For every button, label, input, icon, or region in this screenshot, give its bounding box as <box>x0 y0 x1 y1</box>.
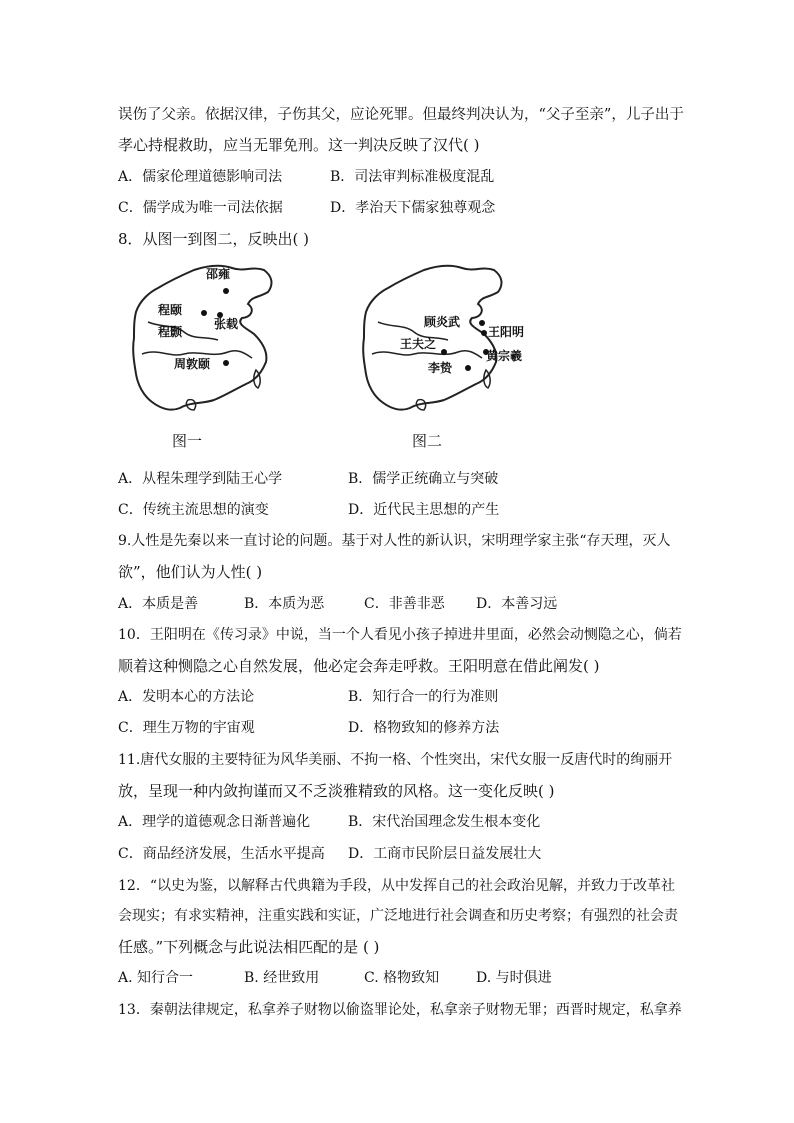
q9-option-a[interactable]: A．本质是善 <box>118 596 199 612</box>
q12-line-1: 12．“以史为鉴，以解释古代典籍为手段，从中发挥自己的社会政治见解，并致力于改革社 <box>118 878 675 894</box>
map-1-label-zhou-dunyi: 周敦颐 <box>174 357 211 371</box>
q9-line-1: 9.人性是先秦以来一直讨论的问题。基于对人性的新认识，宋明理学家主张“存天理，灭人 <box>118 533 671 549</box>
q11-line-2: 放，呈现一种内敛拘谨而又不乏淡雅精致的风格。这一变化反映( ) <box>118 782 555 800</box>
map-2-label-gu-yanwu: 顾炎武 <box>424 315 461 329</box>
q9-option-c[interactable]: C．非善非恶 <box>364 596 445 612</box>
q7-line-1: 误伤了父亲。依据汉律，子伤其父，应论死罪。但最终判决认为，“父子至亲”，儿子出于 <box>118 107 684 123</box>
q7-option-a[interactable]: A．儒家伦理道德影响司法 <box>118 169 283 185</box>
map-2-dot-wang-yangming <box>481 330 487 336</box>
map-2-label-wang-fuzhi: 王夫之 <box>400 337 437 351</box>
q9-option-b[interactable]: B．本质为恶 <box>244 596 325 612</box>
map-2-label-wang-yangming: 王阳明 <box>488 325 525 339</box>
q7-option-c[interactable]: C．儒学成为唯一司法依据 <box>118 200 283 216</box>
map-1-dot-zhou-dunyi <box>223 360 229 366</box>
map-figure-1 <box>128 262 278 417</box>
map-1-dot-cheng-yi <box>201 310 207 316</box>
q9-option-d[interactable]: D．本善习远 <box>476 596 558 612</box>
q12-option-a[interactable]: A. 知行合一 <box>118 970 194 986</box>
q8-option-c[interactable]: C．传统主流思想的演变 <box>118 502 269 518</box>
map-2-dot-gu-yanwu <box>479 320 485 326</box>
q8-stem: 8．从图一到图二，反映出( ) <box>118 230 310 248</box>
q8-option-a[interactable]: A．从程朱理学到陆王心学 <box>118 471 283 487</box>
q12-option-d[interactable]: D. 与时俱进 <box>476 970 552 986</box>
map-2-label-huang-zongxi: 黄宗羲 <box>486 349 523 363</box>
q13-line-1: 13．秦朝法律规定，私拿养子财物以偷盗罪论处，私拿亲子财物无罪；西晋时规定，私拿养 <box>118 1002 682 1018</box>
map-1-label-cheng-yi: 程颐 <box>158 303 183 317</box>
q9-line-2: 欲”，他们认为人性( ) <box>118 563 263 581</box>
q10-line-1: 10．王阳明在《传习录》中说，当一个人看见小孩子掉进井里面，必然会动恻隐之心，倘若 <box>118 627 682 643</box>
q10-option-c[interactable]: C．理生万物的宇宙观 <box>118 720 255 736</box>
map-figure-2 <box>358 262 548 417</box>
map-1-label-zhang-zai: 张载 <box>214 317 239 331</box>
map-2-dot-li-zhi <box>465 365 471 371</box>
q11-option-d[interactable]: D．工商市民阶层日益发展壮大 <box>348 846 542 862</box>
map-2-caption: 图二 <box>412 432 443 450</box>
q12-option-c[interactable]: C. 格物致知 <box>364 970 440 986</box>
map-2-label-li-zhi: 李贽 <box>428 361 453 375</box>
q11-option-a[interactable]: A．理学的道德观念日渐普遍化 <box>118 814 311 830</box>
map-2-dot-wang-fuzhi <box>441 349 447 355</box>
map-1-label-cheng-hao: 程颢 <box>158 325 183 339</box>
map-2-river-south <box>372 351 482 358</box>
map-1-dot-shao-yong <box>223 288 229 294</box>
map-1-caption: 图一 <box>172 432 203 450</box>
q10-option-a[interactable]: A．发明本心的方法论 <box>118 689 255 705</box>
q11-option-c[interactable]: C．商品经济发展，生活水平提高 <box>118 846 325 862</box>
q8-option-b[interactable]: B．儒学正统确立与突破 <box>348 471 499 487</box>
q12-option-b[interactable]: B. 经世致用 <box>244 970 320 986</box>
q8-option-d[interactable]: D．近代民主思想的产生 <box>348 502 500 518</box>
q7-option-b[interactable]: B．司法审判标准极度混乱 <box>330 169 495 185</box>
q10-option-d[interactable]: D．格物致知的修养方法 <box>348 720 500 736</box>
q7-option-d[interactable]: D．孝治天下儒家独尊观念 <box>330 200 496 216</box>
q11-line-1: 11.唐代女服的主要特征为风华美丽、不拘一格、个性突出，宋代女服一反唐代时的绚丽开 <box>118 752 673 768</box>
map-1-label-shao-yong: 邵雍 <box>206 267 231 281</box>
q12-line-3: 任感。”下列概念与此说法相匹配的是 ( ) <box>118 938 380 956</box>
q12-line-2: 会现实；有求实精神，注重实践和实证，广泛地进行社会调查和历史考察；有强烈的社会责 <box>118 908 678 924</box>
q7-line-2: 孝心持棍救助，应当无罪免刑。这一判决反映了汉代( ) <box>118 136 480 154</box>
q11-option-b[interactable]: B．宋代治国理念发生根本变化 <box>348 814 541 830</box>
q10-option-b[interactable]: B．知行合一的行为准则 <box>348 689 499 705</box>
q10-line-2: 顺着这种恻隐之心自然发展，他必定会奔走呼救。王阳明意在借此阐发( ) <box>118 657 600 675</box>
